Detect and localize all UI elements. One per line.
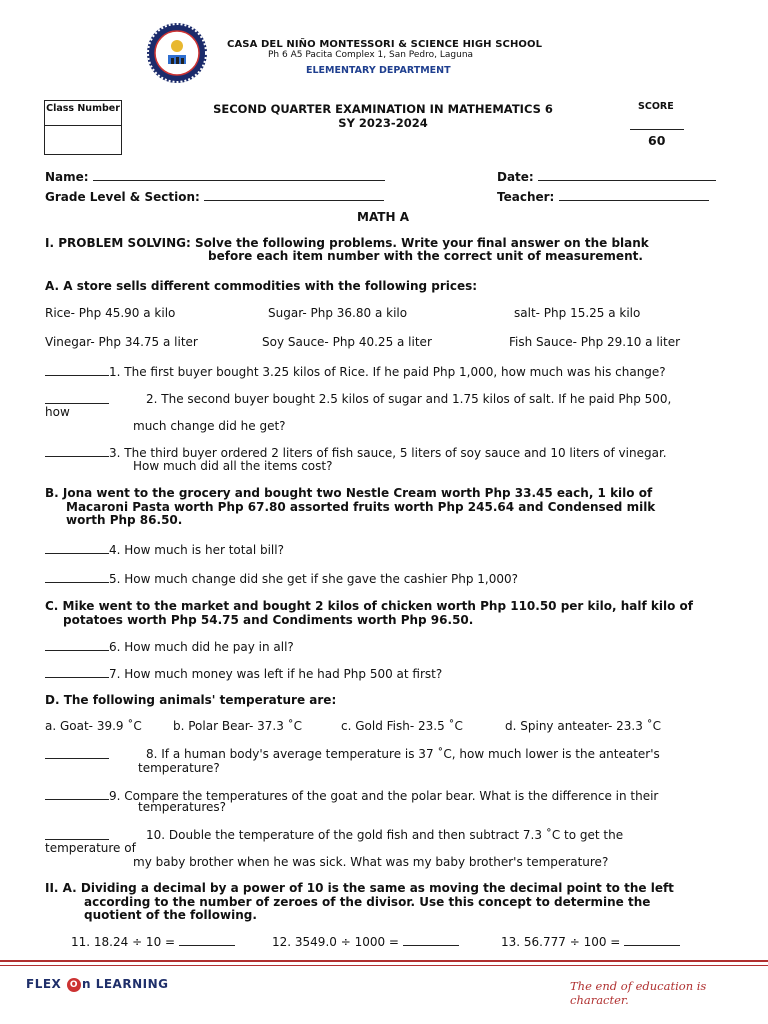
answer-blank-1[interactable] [45,364,109,376]
question-9 [45,788,658,803]
question-2-cont: much change did he get? [133,419,286,433]
section-title: MATH A [357,210,409,224]
part1-heading-line1: I. PROBLEM SOLVING: Solve the following problems. Write your final answer on the blank [45,236,649,250]
section-c-heading-line2: potatoes worth Php 54.75 and Condiments worth Php 96.50. [63,613,474,627]
grade-label: Grade Level & Section: [45,190,200,204]
name-blank[interactable] [93,170,385,181]
score-label: SCORE [638,101,674,112]
item-13-text: 13. 56.777 ÷ 100 = [501,935,625,949]
answer-blank-11[interactable] [179,934,235,946]
exam-title: SECOND QUARTER EXAMINATION IN MATHEMATICS 6 [213,102,553,116]
footer-divider [0,960,768,962]
score-blank[interactable] [630,129,684,130]
date-blank[interactable] [538,170,716,181]
teacher-label: Teacher: [497,190,555,204]
answer-blank-5[interactable] [45,571,109,583]
section-d-heading: D. The following animals' temperature are: [45,693,337,707]
answer-blank-4[interactable] [45,542,109,554]
brand-o-icon: O [67,978,81,992]
part2-heading-line1: II. A. Dividing a decimal by a power of 10 is the same as moving the decimal point to the left [45,881,674,895]
answer-blank-9[interactable] [45,788,109,800]
question-5-text: 5. How much change did she get if she gave the cashier Php 1,000? [109,572,518,586]
question-2-text: 2. The second buyer bought 2.5 kilos of sugar and 1.75 kilos of salt. If he paid Php 500, [146,392,672,406]
question-2-wrap: how [45,405,70,419]
grade-field[interactable] [45,190,384,204]
section-a-heading: A. A store sells different commodities with the following prices: [45,279,478,293]
price-soy-sauce: Soy Sauce- Php 40.25 a liter [262,335,432,349]
question-3-cont: How much did all the items cost? [133,459,333,473]
name-label: Name: [45,170,89,184]
flex-on-learning-logo [26,977,168,992]
question-7-text: 7. How much money was left if he had Php 500 at first? [109,667,443,681]
part1-heading-line2: before each item number with the correct unit of measurement. [208,249,643,263]
school-name: CASA DEL NIÑO MONTESSORI & SCIENCE HIGH SCHOOL [227,39,543,50]
question-10-text: 10. Double the temperature of the gold fish and then subtract 7.3 ˚C to get the [146,828,624,842]
part2-heading-line2: according to the number of zeroes of the divisor. Use this concept to determine the [84,895,651,909]
date-field[interactable] [497,170,716,184]
school-seal-logo [146,22,208,84]
question-1 [45,364,666,379]
section-b-heading-line2: Macaroni Pasta worth Php 67.80 assorted fruits worth Php 245.64 and Condensed milk [66,500,656,514]
question-9-cont: temperatures? [138,800,227,814]
grade-blank[interactable] [204,190,384,201]
question-1-text: 1. The first buyer bought 3.25 kilos of Rice. If he paid Php 1,000, how much was his change? [109,365,666,379]
temp-gold-fish: c. Gold Fish- 23.5 ˚C [341,719,463,733]
teacher-field[interactable] [497,190,709,204]
question-10-cont: my baby brother when he was sick. What was my baby brother's temperature? [133,855,609,869]
class-number-label: Class Number [45,101,121,126]
name-field[interactable] [45,170,385,184]
price-rice: Rice- Php 45.90 a kilo [45,306,176,320]
department-name: ELEMENTARY DEPARTMENT [306,65,451,76]
question-4 [45,542,284,557]
score-total: 60 [648,133,666,148]
answer-blank-6[interactable] [45,639,109,651]
answer-blank-13[interactable] [624,934,680,946]
question-3 [45,445,667,460]
item-12-text: 12. 3549.0 ÷ 1000 = [272,935,403,949]
question-10-wrap: temperature of [45,841,136,855]
section-b-heading-line3: worth Php 86.50. [66,513,183,527]
temp-polar-bear: b. Polar Bear- 37.3 ˚C [173,719,303,733]
answer-blank-12[interactable] [403,934,459,946]
question-3-text: 3. The third buyer ordered 2 liters of fish sauce, 5 liters of soy sauce and 10 liters of vinegar. [109,446,667,460]
item-13 [501,934,680,949]
section-b-heading-line1: B. Jona went to the grocery and bought two Nestle Cream worth Php 33.45 each, 1 kilo of [45,486,653,500]
part2-heading-line3: quotient of the following. [84,908,257,922]
school-address: Ph 6 A5 Pacita Complex 1, San Pedro, Laguna [268,50,474,60]
price-vinegar: Vinegar- Php 34.75 a liter [45,335,198,349]
date-label: Date: [497,170,534,184]
question-6-text: 6. How much did he pay in all? [109,640,294,654]
question-7 [45,666,442,681]
question-6 [45,639,294,654]
question-5 [45,571,518,586]
teacher-blank[interactable] [559,190,709,201]
price-salt: salt- Php 15.25 a kilo [514,306,641,320]
question-8-text: 8. If a human body's average temperature is 37 ˚C, how much lower is the anteater's [146,747,660,761]
item-11 [71,934,235,949]
brand-right: n LEARNING [81,977,169,991]
question-9-text: 9. Compare the temperatures of the goat and the polar bear. What is the difference in their [109,789,659,803]
temp-spiny-anteater: d. Spiny anteater- 23.3 ˚C [505,719,662,733]
class-number-box[interactable] [44,100,122,155]
price-sugar: Sugar- Php 36.80 a kilo [268,306,408,320]
footer-divider-thin [0,965,768,966]
school-motto: The end of education is character. [570,979,707,1007]
answer-blank-3[interactable] [45,445,109,457]
brand-left: FLEX [26,977,62,991]
item-12 [272,934,459,949]
question-4-text: 4. How much is her total bill? [109,543,284,557]
school-year: SY 2023-2024 [338,116,428,130]
item-11-text: 11. 18.24 ÷ 10 = [71,935,179,949]
price-fish-sauce: Fish Sauce- Php 29.10 a liter [509,335,681,349]
exam-title-block [150,102,616,130]
answer-blank-7[interactable] [45,666,109,678]
temp-goat: a. Goat- 39.9 ˚C [45,719,142,733]
question-8-cont: temperature? [138,761,220,775]
answer-blank-8[interactable] [45,747,109,762]
section-c-heading-line1: C. Mike went to the market and bought 2 kilos of chicken worth Php 110.50 per kilo, half kilo of [45,599,693,613]
